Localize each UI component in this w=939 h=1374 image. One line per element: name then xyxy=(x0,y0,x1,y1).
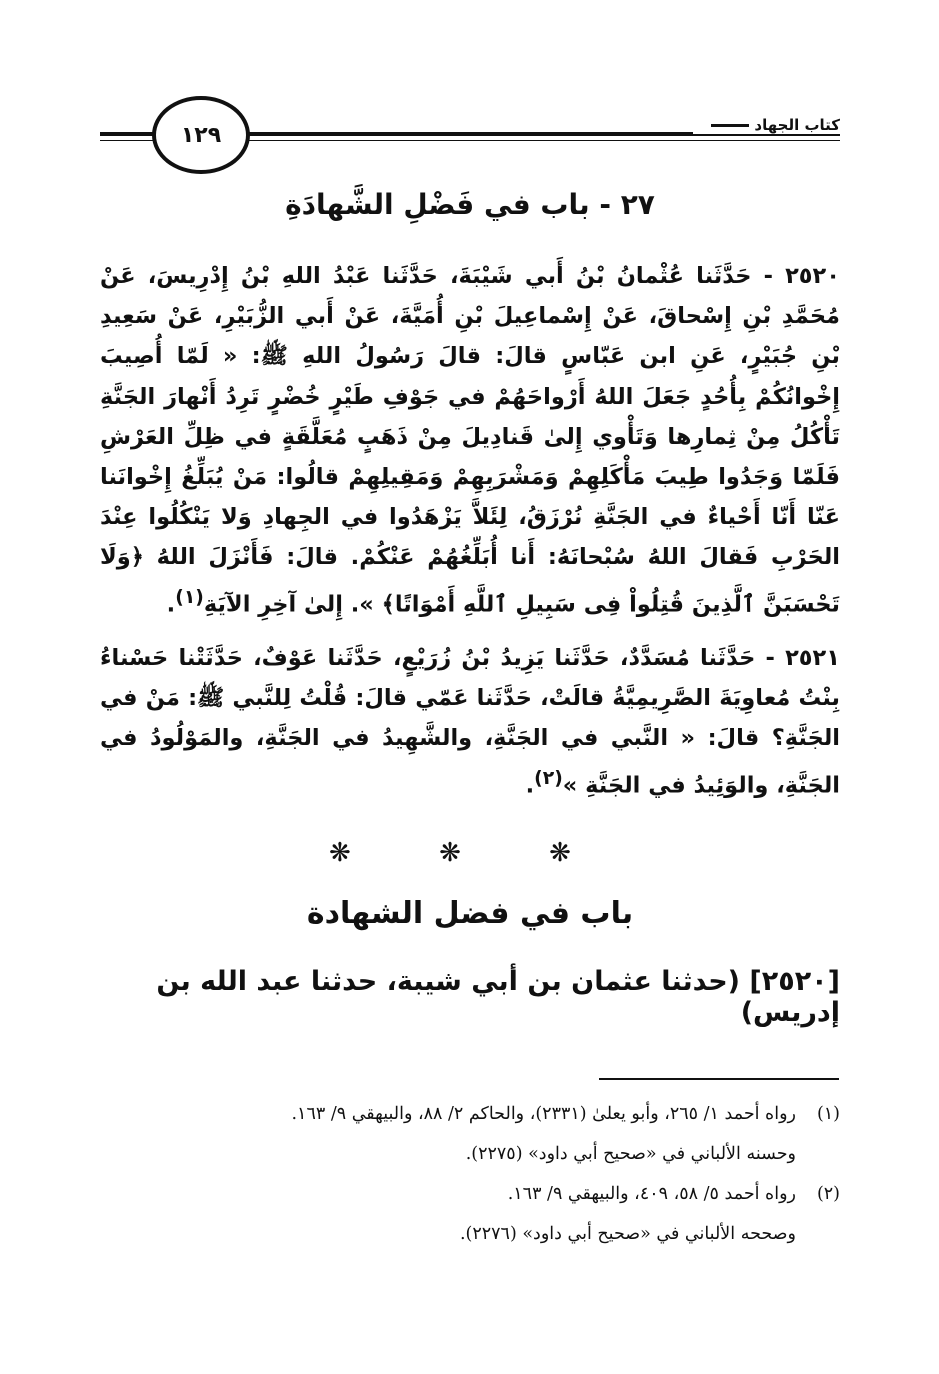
header-book-title-box xyxy=(693,116,840,134)
footnote-line: وحسنه الألباني في «صحيح أبي داود» (٢٢٧٥). xyxy=(465,1144,796,1164)
page-number: ١٢٩ xyxy=(180,122,222,148)
footnote-line: رواه أحمد ٥/ ٥٨، ٤٠٩، والبيهقي ٩/ ١٦٣. xyxy=(507,1184,796,1204)
footnote-ref[interactable]: (٢) xyxy=(534,767,563,789)
hadith-2521 xyxy=(100,638,840,805)
footnote-rule xyxy=(599,1078,839,1080)
commentary-heading: [٢٥٢٠] (حدثنا عثمان بن أبي شيبة، حدثنا عبد الله بن إدريس) xyxy=(156,966,840,1028)
footnote-number: (٢) xyxy=(816,1184,840,1204)
header-dash xyxy=(711,124,749,127)
footnote-1 xyxy=(100,1094,840,1174)
footnote-2 xyxy=(100,1174,840,1254)
page-number-oval xyxy=(152,96,250,174)
hadith-number: ٢٥٢١ - xyxy=(765,645,841,671)
hadith-end: . xyxy=(166,591,176,618)
running-header xyxy=(100,92,840,172)
hadith-number: ٢٥٢٠ - xyxy=(763,263,840,289)
footnote-ref[interactable]: (١) xyxy=(175,586,204,608)
hadith-end: . xyxy=(525,772,535,799)
header-book-title: كتاب الجهاد xyxy=(754,116,840,134)
hadith-2520 xyxy=(100,256,840,624)
chapter-title: ٢٧ - باب في فَضْلِ الشَّهادَةِ xyxy=(285,188,655,221)
hadith-text: حَدَّثَنا مُسَدَّدٌ، حَدَّثَنا يَزِيدُ بْنُ زُرَيْعٍ، حَدَّثَنا عَوْفٌ، حَدَّثَتْنا حَسْناءُ بِنْتُ مُعاوِيَةَ الصَّرِيمِيَّةُ قالَتْ، حَدَّثَنا عَمّي قالَ: قُلْتُ لِلنَّبي ﷺ: مَنْ في الجَنَّةِ؟ قالَ: « النَّبي في الجَنَّةِ، والشَّهِيدُ في الجَنَّةِ، والمَوْلُودُ في الجَنَّةِ، والوَئِيدُ في الجَنَّةِ » xyxy=(100,645,840,799)
footnote-number: (١) xyxy=(816,1104,840,1124)
section-separator: ❋ ❋ ❋ xyxy=(329,838,611,868)
hadith-text: حَدَّثَنا عُثْمانُ بْنُ أَبي شَيْبَةَ، حَدَّثَنا عَبْدُ اللهِ بْنُ إِدْرِيسَ، عَنْ مُحَمَّدِ بْنِ إِسْحاقَ، عَنْ إِسْماعِيلَ بْنِ أُمَيَّةَ، عَنْ أَبي الزُّبَيْرِ، عَنْ سَعِيدِ بْنِ جُبَيْرٍ، عَنِ ابن عَبّاسٍ قالَ: قالَ رَسُولُ اللهِ ﷺ: « لَمّا أُصِيبَ إِخْوانُكُمْ بِأُحُدٍ جَعَلَ اللهُ أَرْواحَهُمْ في جَوْفِ طَيْرٍ خُضْرٍ تَرِدُ أَنْهارَ الجَنَّةِ تَأْكُلُ مِنْ ثِمارِها وَتَأْوي إِلىٰ قَنادِيلَ مِنْ ذَهَبٍ مُعَلَّقَةٍ في ظِلِّ العَرْشِ فَلَمّا وَجَدُوا طِيبَ مَأْكَلِهِمْ وَمَشْرَبِهِمْ وَمَقِيلِهِمْ قالُوا: مَنْ يُبَلِّغُ إِخْوانَنا عَنّا أَنّا أَحْياءٌ في الجَنَّةِ نُرْزَقُ، لِئَلاَّ يَزْهَدُوا في الجِهادِ وَلا يَنْكُلُوا عِنْدَ الحَرْبِ فَقالَ اللهُ سُبْحانَهُ: أَنا أُبَلِّغُهُمْ عَنْكُمْ. قالَ: فَأَنْزَلَ اللهُ ﴿وَلَا تَحْسَبَنَّ ٱلَّذِينَ قُتِلُواْ فِى سَبِيلِ ٱللَّهِ أَمْوَاتًا﴾ ». إِلىٰ آخِرِ الآيَةِ xyxy=(100,263,840,618)
footnote-line: وصححه الألباني في «صحيح أبي داود» (٢٢٧٦). xyxy=(459,1224,796,1244)
section-title: باب في فضل الشهادة xyxy=(306,896,634,931)
footnote-line: رواه أحمد ١/ ٢٦٥، وأبو يعلىٰ (٢٣٣١)، والحاكم ٢/ ٨٨، والبيهقي ٩/ ١٦٣. xyxy=(291,1104,796,1124)
footnotes xyxy=(100,1094,840,1254)
